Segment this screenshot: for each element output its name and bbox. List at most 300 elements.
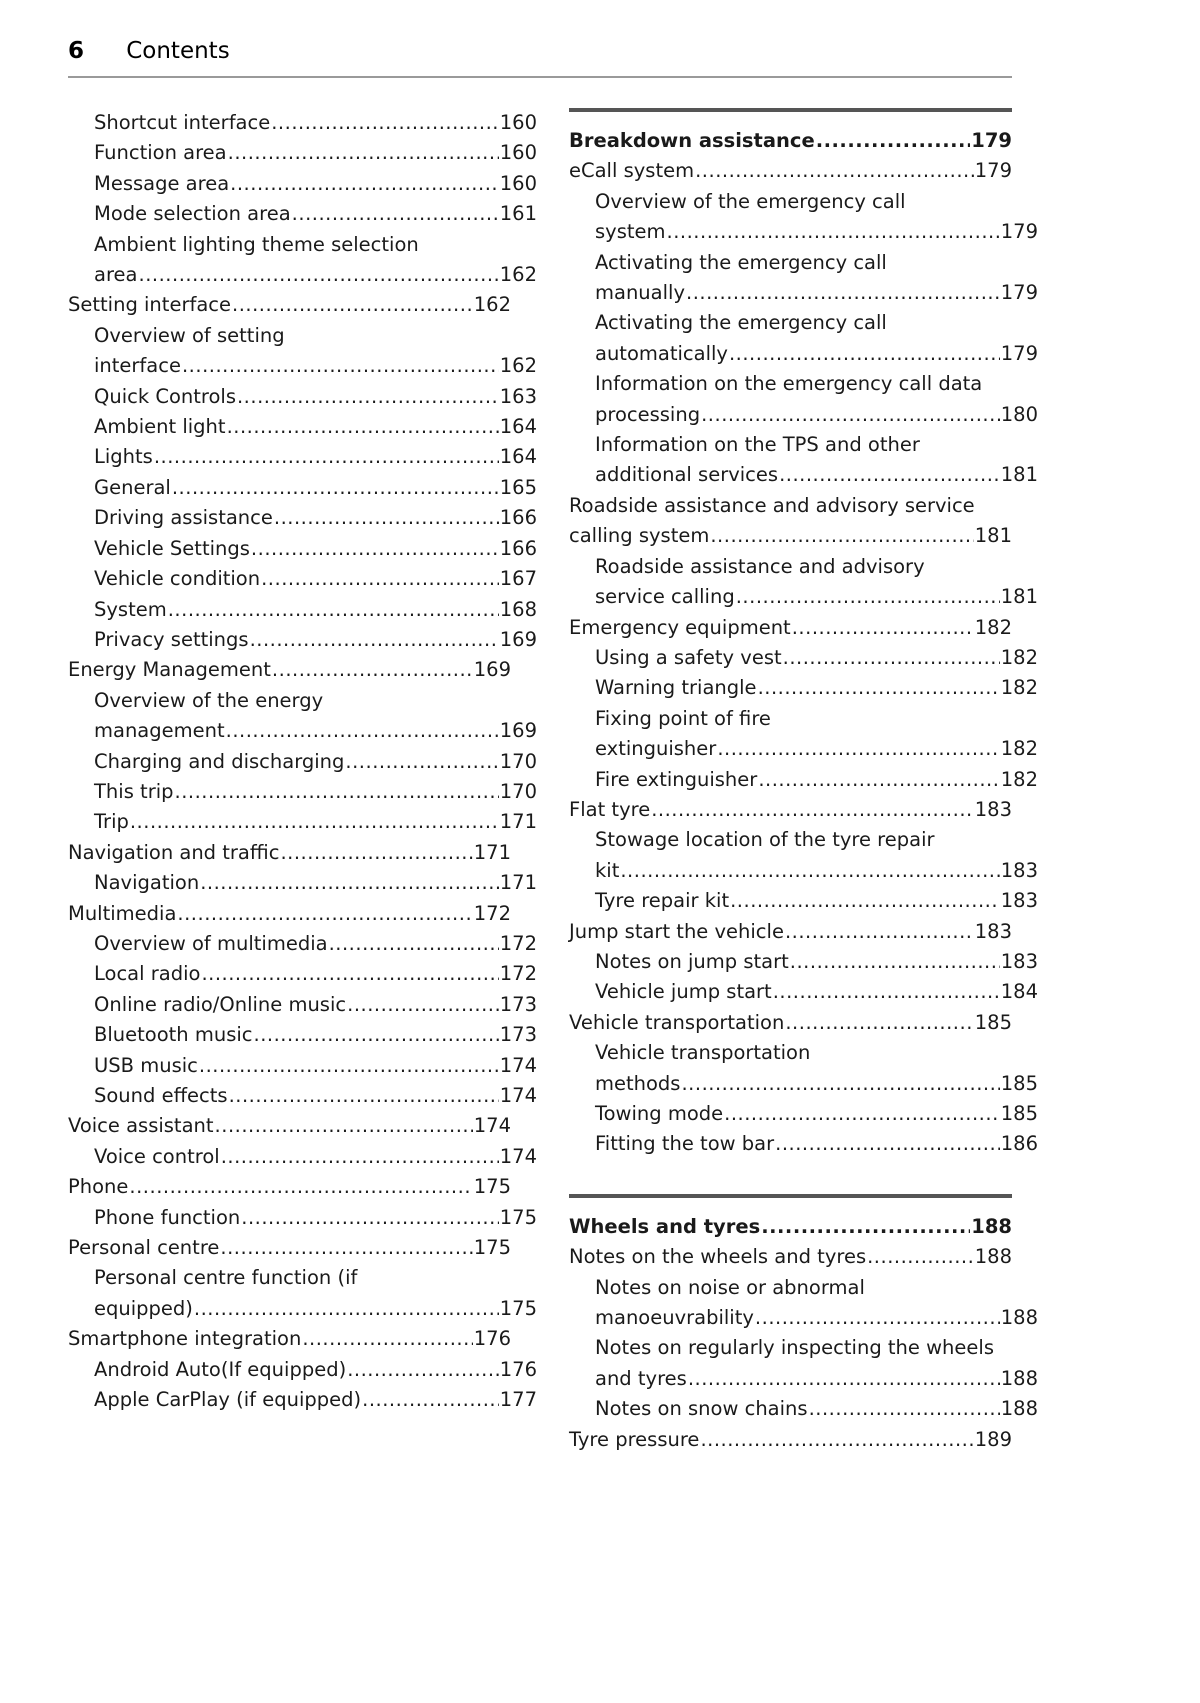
toc-entry-label: System bbox=[94, 597, 167, 621]
toc-dot-leader bbox=[250, 625, 499, 655]
toc-entry[interactable] bbox=[68, 1203, 537, 1233]
toc-entry[interactable] bbox=[68, 1324, 511, 1354]
toc-entry-label: Tyre pressure bbox=[569, 1427, 700, 1451]
toc-entry-page-number: 171 bbox=[473, 840, 511, 864]
toc-dot-leader bbox=[175, 777, 499, 807]
toc-entry-page-number: 175 bbox=[473, 1236, 511, 1260]
toc-entry-page-number: 166 bbox=[499, 536, 537, 560]
toc-entry-label: Information on the TPS and other bbox=[595, 433, 920, 457]
toc-entry[interactable] bbox=[569, 126, 1012, 156]
toc-entry-label: Setting interface bbox=[68, 293, 231, 317]
toc-entry[interactable] bbox=[569, 156, 1012, 186]
toc-entry[interactable] bbox=[569, 339, 1038, 369]
toc-entry[interactable] bbox=[68, 595, 537, 625]
toc-entry[interactable] bbox=[68, 959, 537, 989]
toc-entry[interactable] bbox=[68, 503, 537, 533]
toc-entry[interactable] bbox=[569, 1242, 1012, 1272]
toc-entry-label: Function area bbox=[94, 141, 227, 165]
toc-entry[interactable] bbox=[68, 473, 537, 503]
section-spacer bbox=[569, 1160, 1012, 1194]
toc-entry[interactable] bbox=[569, 521, 1012, 551]
toc-entry-label: Ambient light bbox=[94, 415, 226, 439]
toc-entry-page-number: 183 bbox=[1000, 889, 1038, 913]
toc-entry[interactable] bbox=[68, 1111, 511, 1141]
toc-dot-leader bbox=[254, 1020, 499, 1050]
toc-entry-label: Overview of multimedia bbox=[94, 931, 328, 955]
toc-entry[interactable] bbox=[68, 1172, 511, 1202]
section-divider bbox=[569, 108, 1012, 112]
toc-entry[interactable] bbox=[569, 886, 1038, 916]
toc-entry-label: eCall system bbox=[569, 159, 695, 183]
toc-entry-label: Shortcut interface bbox=[94, 111, 271, 134]
toc-entry-page-number: 183 bbox=[974, 919, 1012, 943]
toc-entry-page-number: 175 bbox=[499, 1296, 537, 1320]
toc-dot-leader bbox=[182, 351, 499, 381]
toc-dot-leader bbox=[177, 899, 472, 929]
toc-entry-page-number: 168 bbox=[499, 597, 537, 621]
toc-entry[interactable] bbox=[569, 491, 1012, 521]
toc-dot-leader bbox=[695, 156, 974, 186]
toc-entry-label: Jump start the vehicle bbox=[569, 919, 784, 943]
toc-entry[interactable] bbox=[569, 1212, 1012, 1242]
toc-entry-page-number: 161 bbox=[499, 202, 537, 226]
toc-entry-page-number: 183 bbox=[1000, 949, 1038, 973]
toc-entry-label: Vehicle jump start bbox=[595, 980, 772, 1004]
toc-entry-label: Vehicle Settings bbox=[94, 536, 250, 560]
toc-dot-leader bbox=[199, 1051, 499, 1081]
toc-entry-label: Multimedia bbox=[68, 901, 177, 925]
toc-entry-page-number: 162 bbox=[473, 293, 511, 317]
toc-dot-leader bbox=[710, 521, 973, 551]
toc-entry[interactable] bbox=[569, 613, 1012, 643]
toc-entry-label: Notes on noise or abnormal bbox=[595, 1275, 865, 1299]
toc-entry-label: This trip bbox=[94, 779, 174, 803]
toc-entry-page-number: 170 bbox=[499, 749, 537, 773]
toc-entry-page-number: 171 bbox=[499, 810, 537, 834]
header-divider bbox=[68, 76, 1012, 78]
toc-dot-leader bbox=[773, 977, 1000, 1007]
toc-dot-leader bbox=[229, 1081, 499, 1111]
toc-entry-page-number: 170 bbox=[499, 779, 537, 803]
toc-entry-page-number: 185 bbox=[974, 1010, 1012, 1034]
toc-entry-label: Information on the emergency call data bbox=[595, 372, 983, 396]
toc-dot-leader bbox=[686, 278, 1000, 308]
toc-entry[interactable] bbox=[569, 1394, 1038, 1424]
toc-entry-label: Notes on jump start bbox=[595, 949, 789, 973]
toc-entry[interactable] bbox=[68, 747, 537, 777]
toc-entry-label: Driving assistance bbox=[94, 506, 273, 530]
toc-dot-leader bbox=[200, 868, 499, 898]
toc-entry-page-number: 182 bbox=[1000, 767, 1038, 791]
toc-entry[interactable] bbox=[68, 716, 537, 746]
toc-entry[interactable] bbox=[569, 187, 1038, 217]
toc-entry[interactable] bbox=[569, 1303, 1038, 1333]
toc-dot-leader bbox=[129, 1172, 472, 1202]
toc-dot-leader bbox=[280, 838, 472, 868]
toc-entry[interactable] bbox=[68, 1294, 537, 1324]
toc-entry-label: area bbox=[94, 263, 138, 287]
toc-entry[interactable] bbox=[68, 1233, 511, 1263]
running-head bbox=[68, 38, 1012, 64]
toc-entry-label: Towing mode bbox=[595, 1102, 724, 1125]
toc-dot-leader bbox=[790, 947, 1000, 977]
toc-entry-page-number: 189 bbox=[974, 1427, 1012, 1451]
toc-entry-label: Navigation and traffic bbox=[68, 840, 280, 864]
toc-entry-page-number: 188 bbox=[1000, 1366, 1038, 1390]
toc-entry-label: Vehicle condition bbox=[94, 567, 261, 591]
toc-entry[interactable] bbox=[569, 825, 1038, 855]
toc-entry-label: Fixing point of fire bbox=[595, 706, 771, 730]
toc-entry[interactable] bbox=[569, 1333, 1038, 1363]
toc-dot-leader bbox=[227, 412, 499, 442]
toc-entry-label: Charging and discharging bbox=[94, 749, 345, 773]
toc-entry-page-number: 179 bbox=[974, 159, 1012, 183]
toc-entry[interactable] bbox=[68, 351, 537, 381]
toc-entry-page-number: 173 bbox=[499, 1023, 537, 1047]
toc-entry-page-number: 182 bbox=[1000, 737, 1038, 761]
toc-entry[interactable] bbox=[68, 1142, 537, 1172]
toc-entry[interactable] bbox=[68, 1020, 537, 1050]
toc-entry[interactable] bbox=[68, 807, 537, 837]
toc-entry[interactable] bbox=[68, 534, 537, 564]
toc-entry-page-number: 185 bbox=[1000, 1071, 1038, 1095]
toc-entry-page-number: 169 bbox=[499, 627, 537, 651]
toc-entry-label: Privacy settings bbox=[94, 627, 249, 651]
toc-dot-leader bbox=[816, 126, 971, 156]
toc-entry-label: Online radio/Online music bbox=[94, 992, 347, 1016]
toc-entry-page-number: 174 bbox=[499, 1144, 537, 1168]
toc-entry[interactable] bbox=[68, 382, 537, 412]
toc-dot-leader bbox=[651, 795, 974, 825]
toc-entry[interactable] bbox=[569, 1273, 1038, 1303]
toc-entry-label: Quick Controls bbox=[94, 384, 236, 408]
toc-entry[interactable] bbox=[68, 929, 537, 959]
toc-dot-leader bbox=[347, 1355, 499, 1385]
toc-entry[interactable] bbox=[569, 369, 1038, 399]
toc-entry-page-number: 174 bbox=[473, 1114, 511, 1138]
toc-entry[interactable] bbox=[569, 308, 1038, 338]
toc-entry-label: USB music bbox=[94, 1053, 198, 1077]
toc-entry[interactable] bbox=[68, 838, 511, 868]
toc-entry[interactable] bbox=[569, 248, 1038, 278]
toc-entry[interactable] bbox=[569, 795, 1012, 825]
toc-dot-leader bbox=[736, 582, 1000, 612]
toc-dot-leader bbox=[701, 400, 1000, 430]
toc-dot-leader bbox=[172, 473, 499, 503]
toc-entry-label: Phone function bbox=[94, 1205, 241, 1229]
toc-dot-leader bbox=[779, 460, 1000, 490]
toc-entry[interactable] bbox=[569, 430, 1038, 460]
toc-dot-leader bbox=[302, 1324, 472, 1354]
toc-entry[interactable] bbox=[569, 552, 1038, 582]
toc-dot-leader bbox=[724, 1099, 1000, 1129]
toc-entry-label: methods bbox=[595, 1071, 681, 1095]
toc-entry-label: Activating the emergency call bbox=[595, 250, 887, 274]
toc-entry[interactable] bbox=[569, 1069, 1038, 1099]
toc-dot-leader bbox=[139, 260, 499, 290]
toc-entry-page-number: 186 bbox=[1000, 1132, 1038, 1156]
toc-entry-page-number: 169 bbox=[499, 719, 537, 743]
toc-entry-page-number: 179 bbox=[1000, 220, 1038, 244]
toc-entry[interactable] bbox=[569, 1038, 1038, 1068]
toc-entry-page-number: 188 bbox=[1000, 1397, 1038, 1421]
toc-entry-page-number: 183 bbox=[1000, 858, 1038, 882]
toc-entry-label: Mode selection area bbox=[94, 202, 291, 226]
toc-dot-leader bbox=[785, 917, 974, 947]
toc-entry-label: system bbox=[595, 220, 666, 244]
toc-dot-leader bbox=[775, 1129, 1000, 1159]
toc-entry[interactable] bbox=[569, 400, 1038, 430]
page-title: Contents bbox=[126, 38, 230, 64]
toc-dot-leader bbox=[261, 564, 499, 594]
toc-dot-leader bbox=[241, 1203, 499, 1233]
toc-entry[interactable] bbox=[569, 1008, 1012, 1038]
toc-entry-label: automatically bbox=[595, 341, 728, 365]
toc-entry-label: Notes on snow chains bbox=[595, 1397, 808, 1421]
section-divider bbox=[569, 1194, 1012, 1198]
toc-dot-leader bbox=[215, 1111, 473, 1141]
toc-entry[interactable] bbox=[68, 990, 537, 1020]
toc-entry[interactable] bbox=[569, 1099, 1038, 1129]
toc-entry-page-number: 184 bbox=[1000, 980, 1038, 1004]
toc-entry[interactable] bbox=[569, 643, 1038, 673]
toc-entry-page-number: 167 bbox=[499, 567, 537, 591]
toc-dot-leader bbox=[226, 716, 499, 746]
toc-entry[interactable] bbox=[68, 169, 537, 199]
toc-dot-leader bbox=[237, 382, 499, 412]
toc-dot-leader bbox=[274, 503, 499, 533]
toc-entry-label: Overview of the energy bbox=[94, 688, 324, 712]
toc-dot-leader bbox=[785, 1008, 973, 1038]
toc-dot-leader bbox=[717, 734, 999, 764]
toc-entry-page-number: 160 bbox=[499, 171, 537, 195]
toc-entry[interactable] bbox=[569, 977, 1038, 1007]
toc-entry[interactable] bbox=[569, 582, 1038, 612]
toc-entry[interactable] bbox=[68, 1385, 537, 1415]
toc-entry-label: management bbox=[94, 719, 225, 743]
toc-dot-leader bbox=[730, 886, 1000, 916]
toc-entry[interactable] bbox=[569, 947, 1038, 977]
toc-entry-label: Energy Management bbox=[68, 658, 271, 682]
toc-dot-leader bbox=[345, 747, 498, 777]
toc-entry[interactable] bbox=[68, 412, 537, 442]
toc-entry[interactable] bbox=[569, 278, 1038, 308]
toc-entry-label: Roadside assistance and advisory service bbox=[569, 493, 975, 517]
toc-entry-label: Vehicle transportation bbox=[595, 1041, 811, 1065]
toc-entry-page-number: 185 bbox=[1000, 1102, 1038, 1125]
toc-entry[interactable] bbox=[569, 1129, 1038, 1159]
toc-entry-page-number: 188 bbox=[1000, 1306, 1038, 1330]
toc-entry-page-number: 163 bbox=[499, 384, 537, 408]
toc-entry[interactable] bbox=[569, 917, 1012, 947]
toc-dot-leader bbox=[347, 990, 499, 1020]
toc-entry-page-number: 175 bbox=[499, 1205, 537, 1229]
toc-dot-leader bbox=[729, 339, 1000, 369]
toc-entry-page-number: 182 bbox=[1000, 645, 1038, 669]
toc-entry-label: manoeuvrability bbox=[595, 1306, 754, 1330]
toc-entry-page-number: 175 bbox=[473, 1175, 511, 1199]
toc-entry-page-number: 165 bbox=[499, 475, 537, 499]
toc-entry-label: Voice control bbox=[94, 1144, 220, 1168]
toc-entry-label: Voice assistant bbox=[68, 1114, 214, 1138]
toc-dot-leader bbox=[620, 856, 999, 886]
toc-entry-page-number: 166 bbox=[499, 506, 537, 530]
toc-entry[interactable] bbox=[569, 734, 1038, 764]
toc-dot-leader bbox=[220, 1233, 472, 1263]
toc-entry-page-number: 177 bbox=[499, 1388, 537, 1412]
toc-entry-label: Message area bbox=[94, 171, 230, 195]
toc-entry-label: Tyre repair kit bbox=[595, 889, 730, 913]
toc-entry-page-number: 174 bbox=[499, 1084, 537, 1107]
toc-dot-leader bbox=[194, 1294, 499, 1324]
toc-entry-label: Overview of setting bbox=[94, 323, 285, 347]
toc-entry[interactable] bbox=[68, 290, 511, 320]
toc-dot-leader bbox=[230, 169, 499, 199]
toc-dot-leader bbox=[758, 765, 999, 795]
toc-entry-label: calling system bbox=[569, 524, 710, 548]
toc-entry[interactable] bbox=[569, 856, 1038, 886]
toc-entry-page-number: 181 bbox=[1000, 463, 1038, 487]
toc-entry-label: Fire extinguisher bbox=[595, 767, 758, 791]
toc-entry-label: Trip bbox=[94, 810, 129, 834]
toc-entry-page-number: 180 bbox=[1000, 402, 1038, 426]
toc-entry-page-number: 188 bbox=[974, 1245, 1012, 1269]
toc-dot-leader bbox=[700, 1425, 973, 1455]
toc-dot-leader bbox=[755, 1303, 1000, 1333]
toc-dot-leader bbox=[292, 199, 499, 229]
toc-entry[interactable] bbox=[68, 321, 537, 351]
toc-dot-leader bbox=[667, 217, 1000, 247]
toc-entry-page-number: 162 bbox=[499, 263, 537, 287]
toc-column-left bbox=[68, 108, 537, 1455]
toc-entry-label: extinguisher bbox=[595, 737, 717, 761]
toc-entry-label: Fitting the tow bar bbox=[595, 1132, 775, 1156]
toc-entry-page-number: 164 bbox=[499, 445, 537, 469]
toc-dot-leader bbox=[681, 1069, 999, 1099]
toc-entry-page-number: 176 bbox=[473, 1327, 511, 1351]
toc-entry-page-number: 181 bbox=[974, 524, 1012, 548]
toc-entry-page-number: 162 bbox=[499, 354, 537, 378]
toc-columns bbox=[68, 108, 1038, 1455]
toc-dot-leader bbox=[221, 1142, 499, 1172]
toc-entry-label: Notes on the wheels and tyres bbox=[569, 1245, 867, 1269]
toc-entry-page-number: 172 bbox=[499, 931, 537, 955]
toc-entry-page-number: 179 bbox=[1000, 281, 1038, 305]
toc-entry-label: Roadside assistance and advisory bbox=[595, 554, 925, 578]
toc-entry-label: and tyres bbox=[595, 1366, 687, 1390]
toc-entry[interactable] bbox=[68, 625, 537, 655]
toc-entry-label: Sound effects bbox=[94, 1084, 228, 1107]
toc-entry-label: Activating the emergency call bbox=[595, 311, 887, 335]
toc-entry[interactable] bbox=[68, 686, 537, 716]
toc-entry[interactable] bbox=[68, 199, 537, 229]
toc-entry[interactable] bbox=[68, 260, 537, 290]
toc-entry[interactable] bbox=[68, 655, 511, 685]
toc-entry-label: Smartphone integration bbox=[68, 1327, 302, 1351]
folio-page-number: 6 bbox=[68, 38, 85, 64]
toc-entry[interactable] bbox=[68, 442, 537, 472]
toc-dot-leader bbox=[228, 138, 499, 168]
toc-entry-page-number: 174 bbox=[499, 1053, 537, 1077]
toc-entry[interactable] bbox=[68, 230, 537, 260]
toc-entry-page-number: 182 bbox=[974, 615, 1012, 639]
toc-entry-page-number: 181 bbox=[1000, 585, 1038, 609]
toc-entry[interactable] bbox=[68, 138, 537, 168]
toc-entry-page-number: 173 bbox=[499, 992, 537, 1016]
toc-entry-label: Emergency equipment bbox=[569, 615, 791, 639]
toc-entry-label: Notes on regularly inspecting the wheels bbox=[595, 1336, 994, 1360]
toc-entry[interactable] bbox=[68, 777, 537, 807]
toc-dot-leader bbox=[783, 643, 1000, 673]
toc-entry-label: equipped) bbox=[94, 1296, 193, 1320]
toc-dot-leader bbox=[251, 534, 499, 564]
toc-entry-page-number: 171 bbox=[499, 871, 537, 895]
toc-entry-label: Using a safety vest bbox=[595, 645, 782, 669]
toc-entry[interactable] bbox=[569, 704, 1038, 734]
toc-entry-label: General bbox=[94, 475, 171, 499]
toc-entry-label: manually bbox=[595, 281, 685, 305]
toc-entry-page-number: 188 bbox=[971, 1214, 1012, 1238]
toc-entry-label: Stowage location of the tyre repair bbox=[595, 828, 935, 852]
toc-entry-page-number: 183 bbox=[974, 797, 1012, 821]
toc-entry-label: Personal centre function (if bbox=[94, 1266, 358, 1290]
toc-entry-label: Breakdown assistance bbox=[569, 129, 815, 152]
toc-entry[interactable] bbox=[569, 1425, 1012, 1455]
toc-entry-label: Overview of the emergency call bbox=[595, 189, 906, 213]
toc-entry[interactable] bbox=[68, 1051, 537, 1081]
toc-dot-leader bbox=[761, 1212, 970, 1242]
toc-entry-label: kit bbox=[595, 858, 620, 882]
toc-entry[interactable] bbox=[68, 564, 537, 594]
toc-entry[interactable] bbox=[68, 108, 537, 138]
toc-entry-label: Ambient lighting theme selection bbox=[94, 232, 419, 256]
toc-entry-label: Phone bbox=[68, 1175, 129, 1199]
toc-entry-label: additional services bbox=[595, 463, 779, 487]
toc-entry-page-number: 172 bbox=[499, 962, 537, 986]
toc-entry[interactable] bbox=[68, 1263, 537, 1293]
toc-entry-label: Personal centre bbox=[68, 1236, 220, 1260]
toc-entry-page-number: 164 bbox=[499, 415, 537, 439]
toc-entry-page-number: 176 bbox=[499, 1357, 537, 1381]
toc-entry-label: interface bbox=[94, 354, 181, 378]
toc-entry[interactable] bbox=[569, 673, 1038, 703]
toc-dot-leader bbox=[201, 959, 498, 989]
toc-entry[interactable] bbox=[68, 899, 511, 929]
toc-entry[interactable] bbox=[68, 1081, 537, 1111]
toc-dot-leader bbox=[867, 1242, 974, 1272]
toc-entry-label: Android Auto(If equipped) bbox=[94, 1357, 347, 1381]
toc-dot-leader bbox=[130, 807, 499, 837]
toc-entry-label: service calling bbox=[595, 585, 735, 609]
toc-entry[interactable] bbox=[569, 1364, 1038, 1394]
toc-entry[interactable] bbox=[68, 868, 537, 898]
toc-entry-label: processing bbox=[595, 402, 701, 426]
toc-entry-page-number: 179 bbox=[1000, 341, 1038, 365]
toc-entry-page-number: 172 bbox=[473, 901, 511, 925]
toc-dot-leader bbox=[329, 929, 499, 959]
toc-entry-label: Warning triangle bbox=[595, 676, 757, 700]
toc-entry[interactable] bbox=[569, 765, 1038, 795]
toc-dot-leader bbox=[758, 673, 1000, 703]
toc-dot-leader bbox=[154, 442, 499, 472]
toc-entry[interactable] bbox=[68, 1355, 537, 1385]
toc-entry[interactable] bbox=[569, 217, 1038, 247]
toc-entry[interactable] bbox=[569, 460, 1038, 490]
toc-entry-page-number: 169 bbox=[473, 658, 511, 682]
toc-entry-label: Wheels and tyres bbox=[569, 1214, 761, 1238]
toc-dot-leader bbox=[168, 595, 499, 625]
toc-dot-leader bbox=[362, 1385, 499, 1415]
